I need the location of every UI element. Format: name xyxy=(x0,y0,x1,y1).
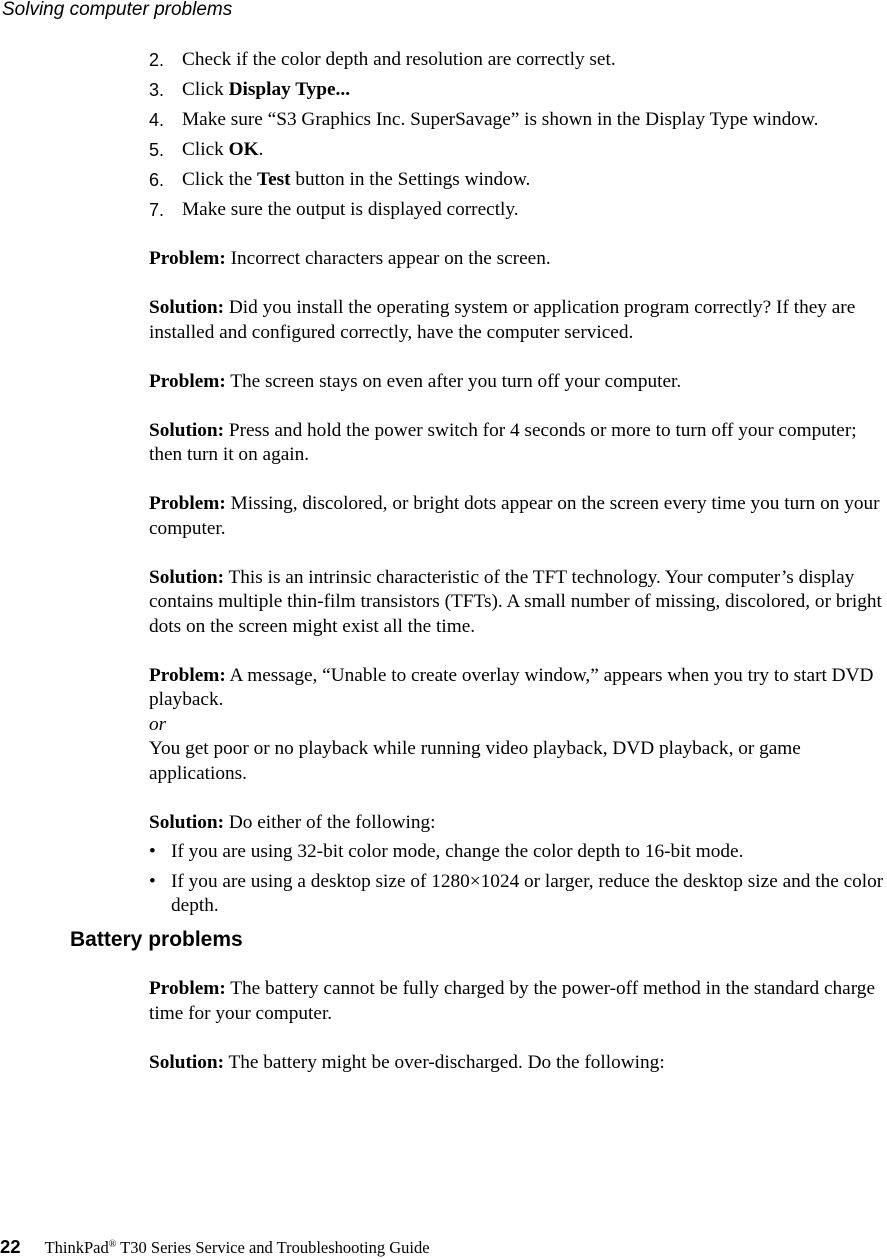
solution-paragraph xyxy=(149,566,887,640)
step-text: Click xyxy=(182,139,229,160)
page-content xyxy=(70,48,887,1075)
step-text: Check if the color depth and resolution are correctly set. xyxy=(182,49,616,70)
step-bold-term: OK xyxy=(228,139,259,160)
step-item xyxy=(149,48,887,73)
solution-paragraph xyxy=(149,811,887,836)
problem-paragraph xyxy=(149,370,887,395)
problem-text: A message, “Unable to create overlay window,” appears when you try to start DVD playback. xyxy=(149,664,874,710)
bullet-item: • If you are using a desktop size of 1280×1024 or larger, reduce the desktop size and the color depth. xyxy=(149,870,884,916)
problem-label: Problem: xyxy=(149,493,226,514)
problem-paragraph xyxy=(149,247,887,272)
step-number: 3. xyxy=(149,80,165,100)
problem-paragraph xyxy=(149,977,887,1026)
step-number: 4. xyxy=(149,110,165,130)
page-footer xyxy=(0,1234,430,1259)
problem-label: Problem: xyxy=(149,370,226,392)
problem-text: Incorrect characters appear on the screen. xyxy=(230,248,551,269)
step-item xyxy=(149,78,887,103)
bullet-icon: • xyxy=(149,870,156,892)
problem-label: Problem: xyxy=(149,248,226,269)
solution-paragraph xyxy=(149,1051,887,1076)
step-text: Make sure the output is displayed correctly. xyxy=(182,199,519,220)
step-text-tail: button in the Settings window. xyxy=(290,169,531,190)
page-number: 22 xyxy=(0,1236,21,1257)
step-item xyxy=(149,168,887,193)
footer-product: ThinkPad xyxy=(44,1238,109,1257)
step-number: 2. xyxy=(149,50,165,70)
problem-label: Problem: xyxy=(149,664,226,686)
solution-text: Do either of the following: xyxy=(228,811,436,833)
solution-label: Solution: xyxy=(149,811,225,833)
running-head: Solving computer problems xyxy=(2,0,233,20)
problem-text: Missing, discolored, or bright dots appear on the screen every time you turn on your computer. xyxy=(149,493,880,539)
solution-text: This is an intrinsic characteristic of the TFT technology. Your computer’s display contains multiple thin-film transistors (TFTs). A small number of missing, discolored, or bright dots on the screen might exist all the time. xyxy=(149,566,882,637)
problem-alternative-text: You get poor or no playback while running video playback, DVD playback, or game applications. xyxy=(149,738,801,784)
footer-guide-title: T30 Series Service and Troubleshooting Guide xyxy=(116,1238,430,1257)
solution-label: Solution: xyxy=(149,1051,225,1073)
problem-text: The battery cannot be fully charged by the power-off method in the standard charge time for your computer. xyxy=(149,978,876,1024)
step-text: Click the xyxy=(182,169,257,190)
section-heading-battery: Battery problems xyxy=(70,927,243,951)
solution-text: Press and hold the power switch for 4 seconds or more to turn off your computer; then turn it on again. xyxy=(149,419,857,465)
registered-mark: ® xyxy=(108,1239,117,1250)
step-number: 5. xyxy=(149,140,165,160)
step-bold-term: Display Type... xyxy=(228,79,351,100)
solution-paragraph xyxy=(149,419,887,468)
solution-paragraph xyxy=(149,296,887,345)
step-number: 6. xyxy=(149,170,165,190)
step-text-tail: . xyxy=(258,139,264,160)
solution-label: Solution: xyxy=(149,297,225,318)
solution-label: Solution: xyxy=(149,419,225,441)
step-bold-term: Test xyxy=(256,169,291,190)
solution-label: Solution: xyxy=(149,566,225,588)
step-list xyxy=(149,48,887,223)
problem-text: The screen stays on even after you turn off your computer. xyxy=(230,370,682,392)
problem-paragraph xyxy=(149,492,887,541)
problem-paragraph xyxy=(149,664,887,713)
step-text: Make sure “S3 Graphics Inc. SuperSavage” is shown in the Display Type window. xyxy=(182,109,819,130)
bullet-item: • If you are using 32-bit color mode, change the color depth to 16-bit mode. xyxy=(149,840,887,865)
step-item xyxy=(149,198,887,223)
bullet-icon: • xyxy=(149,841,156,862)
step-number: 7. xyxy=(149,200,165,220)
solution-text: Did you install the operating system or application program correctly? If they are installed and configured correctly, have the computer serviced. xyxy=(149,297,856,343)
or-separator: or xyxy=(149,713,167,735)
step-item xyxy=(149,108,887,133)
step-item xyxy=(149,138,887,163)
problem-label: Problem: xyxy=(149,978,226,999)
step-text: Click xyxy=(182,79,229,100)
solution-text: The battery might be over-discharged. Do the following: xyxy=(228,1051,665,1073)
solution-bullet-list xyxy=(149,840,887,919)
